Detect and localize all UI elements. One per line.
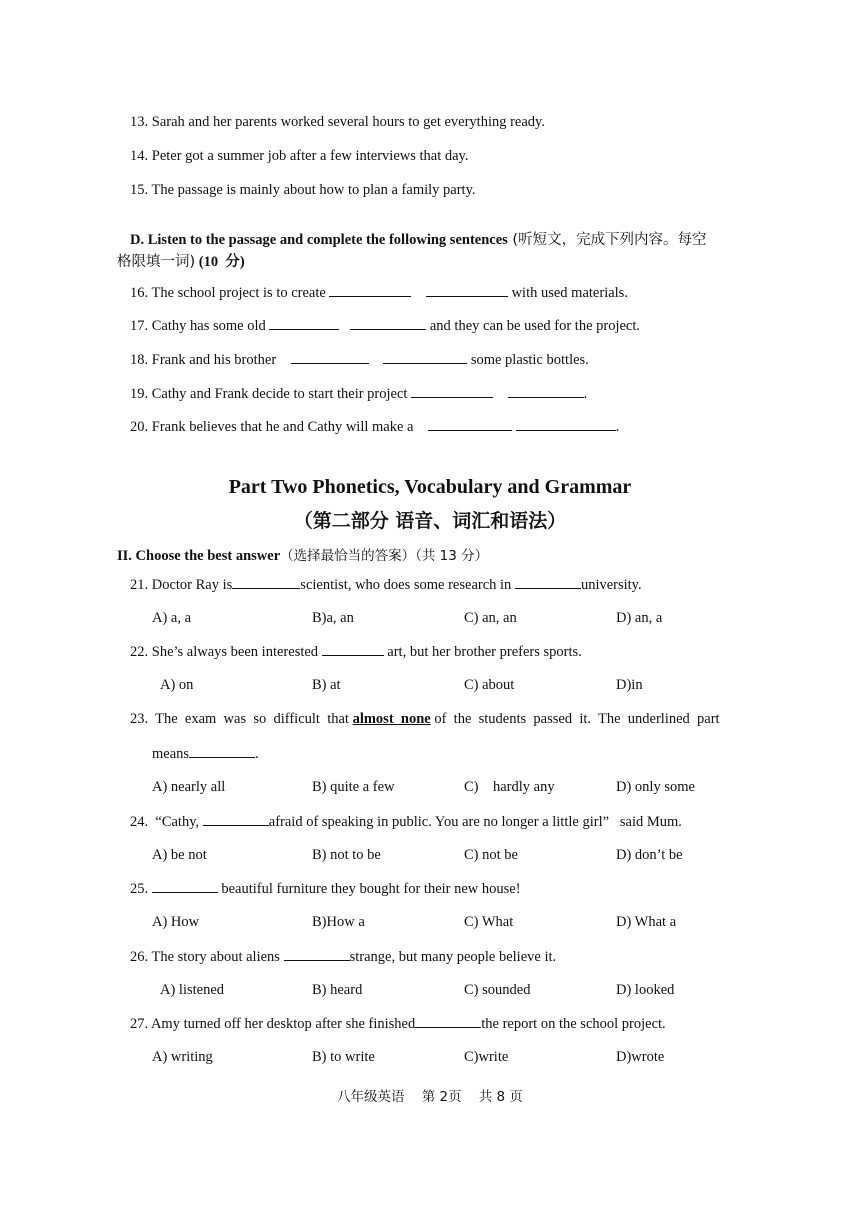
section-d-heading xyxy=(130,231,707,249)
option-a[interactable]: A) listened xyxy=(160,982,225,998)
option-c[interactable]: C) not be xyxy=(464,847,518,863)
answer-blank[interactable] xyxy=(189,744,255,758)
section-d-score: (10 分) xyxy=(195,254,245,270)
question-23 xyxy=(130,710,720,728)
option-a[interactable]: A) nearly all xyxy=(152,779,226,795)
option-b[interactable]: B) heard xyxy=(312,982,363,998)
answer-blank[interactable] xyxy=(284,947,350,961)
question-21-text-end: university. xyxy=(580,577,642,593)
option-a[interactable]: A) writing xyxy=(152,1049,213,1065)
option-c[interactable]: C) hardly any xyxy=(464,779,555,795)
question-19 xyxy=(130,384,587,403)
answer-blank[interactable] xyxy=(516,417,616,431)
question-24 xyxy=(130,812,682,831)
question-21-text: 21. Doctor Ray is xyxy=(130,577,233,593)
question-20-text: 20. Frank believes that he and Cathy will make a xyxy=(130,419,414,435)
question-20-text-end: . xyxy=(615,419,620,435)
option-b[interactable]: B)How a xyxy=(312,914,365,930)
part-two-title: Part Two Phonetics, Vocabulary and Grammar xyxy=(228,476,632,498)
option-d[interactable]: D) What a xyxy=(616,914,677,930)
answer-blank[interactable] xyxy=(152,879,218,893)
underlined-phrase: almost none xyxy=(352,711,431,727)
option-d[interactable]: D)in xyxy=(616,677,643,693)
answer-blank[interactable] xyxy=(232,575,300,589)
question-18 xyxy=(130,350,589,369)
question-26-text-end: strange, but many people believe it. xyxy=(349,949,557,965)
option-c[interactable]: C) about xyxy=(464,677,515,693)
section-d-heading-cn: (听短文，完成下列内容。每空 xyxy=(507,232,707,248)
question-19-text-end: . xyxy=(583,386,588,402)
answer-blank[interactable] xyxy=(350,316,426,330)
page-footer: 八年级英语 第 2页 共 8 页 xyxy=(337,1089,523,1105)
answer-blank[interactable] xyxy=(269,316,339,330)
option-a[interactable]: A) a, a xyxy=(152,610,192,626)
question-22 xyxy=(130,642,582,661)
question-14: 14. Peter got a summer job after a few interviews that day. xyxy=(130,148,469,164)
question-20 xyxy=(130,417,619,436)
question-23-text-end: of the students passed it. The underlined part xyxy=(434,711,720,727)
answer-blank[interactable] xyxy=(426,283,508,297)
section-ii-heading-en: II. Choose the best answer xyxy=(117,548,281,564)
option-d[interactable]: D) don’t be xyxy=(616,847,683,863)
question-25-text: beautiful furniture they bought for their new house! xyxy=(221,881,521,897)
question-16-text: 16. The school project is to create xyxy=(130,285,326,301)
question-17 xyxy=(130,316,640,335)
question-13: 13. Sarah and her parents worked several hours to get everything ready. xyxy=(130,114,545,130)
answer-blank[interactable] xyxy=(415,1014,481,1028)
option-d[interactable]: D) only some xyxy=(616,779,695,795)
option-d[interactable]: D)wrote xyxy=(616,1049,665,1065)
answer-blank[interactable] xyxy=(508,384,584,398)
question-27 xyxy=(130,1014,666,1033)
answer-blank[interactable] xyxy=(291,350,369,364)
question-15: 15. The passage is mainly about how to plan a family party. xyxy=(130,182,476,198)
question-23-period: . xyxy=(255,746,259,762)
question-17-text-end: and they can be used for the project. xyxy=(429,318,641,334)
section-d-heading-line2 xyxy=(117,253,245,271)
question-17-text: 17. Cathy has some old xyxy=(130,318,266,334)
question-21 xyxy=(130,575,642,594)
question-16 xyxy=(130,283,628,302)
question-25-number: 25. xyxy=(130,881,149,897)
question-24-text-end: afraid of speaking in public. You are no longer a little girl” said Mum. xyxy=(268,814,682,830)
option-d[interactable]: D) an, a xyxy=(616,610,663,626)
option-c[interactable]: C)write xyxy=(464,1049,509,1065)
section-d-heading-cn2: 格限填一词) xyxy=(117,254,196,270)
section-d-heading-en: D. Listen to the passage and complete the following sentences xyxy=(130,232,508,248)
question-23-text: 23. The exam was so difficult that xyxy=(130,711,349,727)
option-a[interactable]: A) on xyxy=(160,677,194,693)
question-18-text-end: some plastic bottles. xyxy=(470,352,589,368)
question-24-text: 24. “Cathy, xyxy=(130,814,200,830)
question-22-text-end: art, but her brother prefers sports. xyxy=(387,644,582,660)
option-c[interactable]: C) sounded xyxy=(464,982,531,998)
answer-blank[interactable] xyxy=(203,812,269,826)
option-b[interactable]: B)a, an xyxy=(312,610,354,626)
answer-blank[interactable] xyxy=(322,642,384,656)
option-a[interactable]: A) be not xyxy=(152,847,207,863)
option-c[interactable]: C) What xyxy=(464,914,514,930)
question-26-text: 26. The story about aliens xyxy=(130,949,280,965)
answer-blank[interactable] xyxy=(329,283,411,297)
question-23-line2 xyxy=(152,744,259,763)
question-21-text-mid: scientist, who does some research in xyxy=(300,577,512,593)
question-27-text-end: the report on the school project. xyxy=(481,1016,666,1032)
question-23-means: means xyxy=(152,746,190,762)
question-25 xyxy=(130,879,521,898)
option-b[interactable]: B) not to be xyxy=(312,847,381,863)
answer-blank[interactable] xyxy=(428,417,512,431)
question-18-text: 18. Frank and his brother xyxy=(130,352,277,368)
answer-blank[interactable] xyxy=(411,384,493,398)
section-ii-heading xyxy=(117,547,488,565)
answer-blank[interactable] xyxy=(383,350,467,364)
option-b[interactable]: B) at xyxy=(312,677,341,693)
option-d[interactable]: D) looked xyxy=(616,982,675,998)
part-two-title-cn: （第二部分 语音、词汇和语法） xyxy=(293,510,567,532)
option-c[interactable]: C) an, an xyxy=(464,610,517,626)
question-26 xyxy=(130,947,556,966)
question-27-text: 27. Amy turned off her desktop after she finished xyxy=(130,1016,416,1032)
section-ii-heading-cn: （选择最恰当的答案）（共 13 分） xyxy=(280,548,489,564)
option-b[interactable]: B) to write xyxy=(312,1049,375,1065)
option-b[interactable]: B) quite a few xyxy=(312,779,395,795)
question-16-text-end: with used materials. xyxy=(511,285,628,301)
question-19-text: 19. Cathy and Frank decide to start their project xyxy=(130,386,408,402)
option-a[interactable]: A) How xyxy=(152,914,200,930)
answer-blank[interactable] xyxy=(515,575,581,589)
question-22-text: 22. She’s always been interested xyxy=(130,644,319,660)
